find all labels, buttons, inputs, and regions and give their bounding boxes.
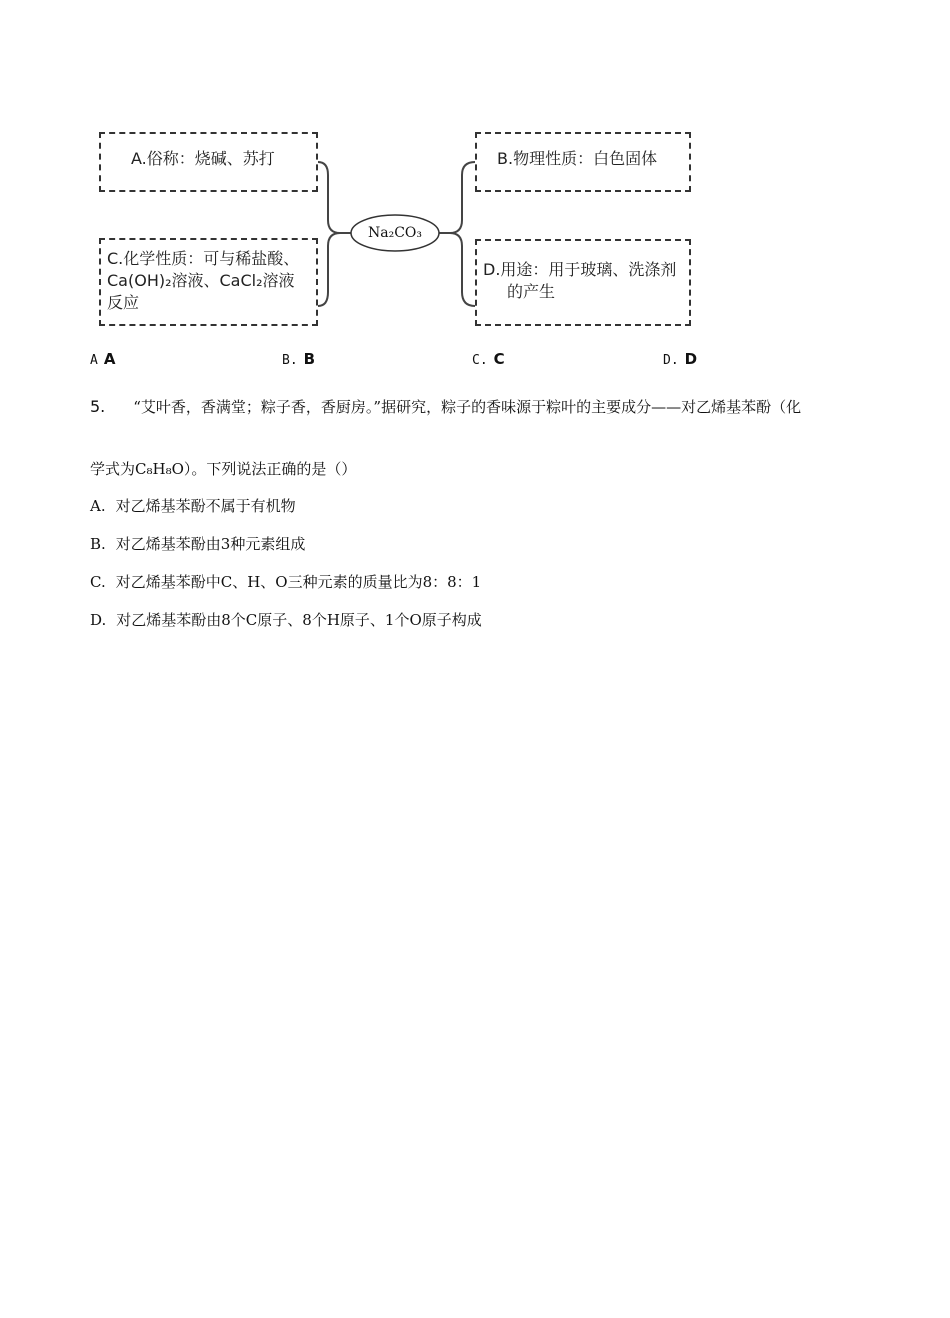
- choice-d-value: D: [684, 350, 698, 368]
- box-d-line1: D.用途：用于玻璃、洗涤剂: [483, 260, 677, 279]
- option-c-label: C.: [90, 573, 106, 591]
- option-b-label: B.: [90, 535, 106, 553]
- option-b-text: 对乙烯基苯酚由3种元素组成: [115, 535, 306, 553]
- box-a-text: A.俗称：烧碱、苏打: [131, 149, 275, 168]
- na2co3-concept-diagram: [0, 0, 950, 340]
- choice-d[interactable]: [663, 350, 697, 368]
- question-5-line2: 学式为C₈H₈O）。下列说法正确的是（）: [90, 460, 357, 478]
- box-b-physical-property: [475, 132, 691, 192]
- choice-c-label: C.: [472, 353, 488, 368]
- option-d-text: 对乙烯基苯酚由8个C原子、8个H原子、1个O原子构成: [116, 611, 482, 629]
- box-d-line2: 的产生: [507, 282, 556, 301]
- box-d-usage: [475, 239, 691, 326]
- choice-c-value: C: [493, 350, 505, 368]
- choice-b-value: B: [303, 350, 316, 368]
- question-number: 5.: [90, 397, 106, 416]
- choice-c[interactable]: [472, 350, 505, 368]
- choice-d-label: D.: [663, 353, 679, 368]
- box-c-chemical-property: [99, 238, 318, 326]
- option-c[interactable]: [90, 571, 481, 593]
- box-b-text: B.物理性质：白色固体: [497, 149, 658, 168]
- box-c-line3: 反应: [107, 293, 140, 312]
- option-a[interactable]: [90, 495, 296, 517]
- choice-b[interactable]: [282, 350, 315, 368]
- box-c-line2: Ca(OH)₂溶液、CaCl₂溶液: [107, 271, 295, 290]
- center-formula: Na₂CO₃: [367, 225, 422, 241]
- option-b[interactable]: [90, 533, 305, 555]
- choice-a-value: A: [103, 350, 116, 368]
- answer-choices: [0, 350, 950, 372]
- choice-b-label: B.: [282, 353, 298, 368]
- left-bracket: [318, 162, 351, 306]
- right-bracket: [439, 162, 475, 306]
- option-a-text: 对乙烯基苯酚不属于有机物: [115, 497, 296, 515]
- box-c-line1: C.化学性质：可与稀盐酸、: [107, 249, 300, 268]
- option-a-label: A.: [90, 497, 106, 515]
- question-5-stem-continued: [90, 458, 880, 480]
- question-5-line1: “艾叶香，香满堂；粽子香，香厨房。”据研究，粽子的香味源于粽叶的主要成分——对乙烯基苯酚（化: [133, 398, 802, 416]
- question-5-stem: [90, 396, 880, 418]
- option-d-label: D.: [90, 611, 107, 629]
- choice-a[interactable]: [90, 350, 115, 368]
- choice-a-label: A: [90, 353, 98, 368]
- option-d[interactable]: [90, 609, 482, 631]
- option-c-text: 对乙烯基苯酚中C、H、O三种元素的质量比为8：8：1: [115, 573, 482, 591]
- box-a-common-name: [99, 132, 318, 192]
